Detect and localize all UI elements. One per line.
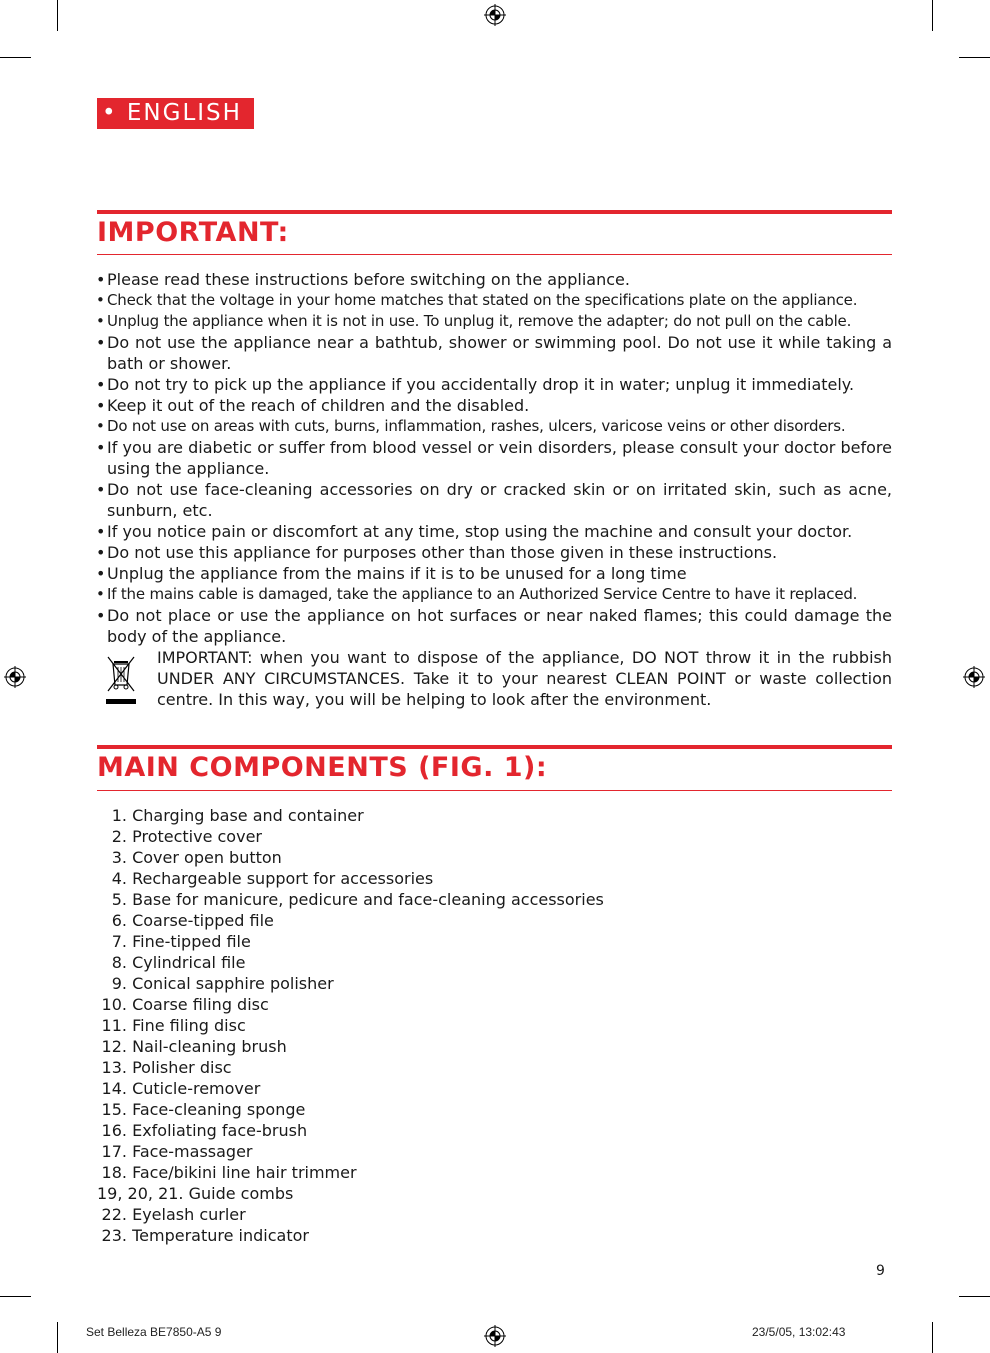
list-item [97, 1015, 604, 1036]
important-list [96, 269, 892, 647]
crop-mark [959, 57, 990, 58]
item-number: 14. [101, 1079, 127, 1098]
registration-mark-icon [4, 666, 26, 688]
item-number: 13. [101, 1058, 127, 1077]
item-number: 9. [111, 974, 127, 993]
list-item: • Check that the voltage in your home matches that stated on the specifications plate on the appliance. [96, 290, 892, 311]
print-slug-timestamp: 23/5/05, 13:02:43 [752, 1325, 846, 1339]
item-label: Temperature indicator [132, 1226, 309, 1245]
list-item [97, 931, 604, 952]
list-item [97, 1036, 604, 1057]
list-item: • If you are diabetic or suffer from blood vessel or vein disorders, please consult your doctor before using the appliance. [96, 437, 892, 479]
item-number: 18. [101, 1163, 127, 1182]
item-number: 19, 20, 21. [97, 1184, 184, 1203]
item-number: 16. [101, 1121, 127, 1140]
item-label: Coarse filing disc [132, 995, 269, 1014]
item-number: 7. [111, 932, 127, 951]
item-number: 3. [111, 848, 127, 867]
list-item: • Keep it out of the reach of children and the disabled. [96, 395, 892, 416]
list-item: • Do not use this appliance for purposes other than those given in these instructions. [96, 542, 892, 563]
list-item [97, 1183, 604, 1204]
list-item [97, 868, 604, 889]
crop-mark [57, 0, 58, 31]
item-number: 22. [101, 1205, 127, 1224]
item-number: 2. [111, 827, 127, 846]
item-number: 8. [111, 953, 127, 972]
list-item [97, 910, 604, 931]
item-label: Charging base and container [132, 806, 364, 825]
list-item: • Do not use face-cleaning accessories on dry or cracked skin or on irritated skin, such as acne, sunburn, etc. [96, 479, 892, 521]
crop-mark [959, 1296, 990, 1297]
crop-mark [0, 57, 31, 58]
section-divider [97, 790, 892, 791]
item-label: Cuticle-remover [132, 1079, 261, 1098]
item-label: Polisher disc [132, 1058, 232, 1077]
list-item [97, 1057, 604, 1078]
item-label: Rechargeable support for accessories [132, 869, 434, 888]
list-item: • If the mains cable is damaged, take the appliance to an Authorized Service Centre to have it replaced. [96, 584, 892, 605]
list-item: • Do not try to pick up the appliance if you accidentally drop it in water; unplug it immediately. [96, 374, 892, 395]
item-number: 17. [101, 1142, 127, 1161]
list-item: • Unplug the appliance from the mains if it is to be unused for a long time [96, 563, 892, 584]
list-item [97, 847, 604, 868]
list-item: • Do not use on areas with cuts, burns, inflammation, rashes, ulcers, varicose veins or other disorders. [96, 416, 892, 437]
list-item [97, 1120, 604, 1141]
list-item: • Unplug the appliance when it is not in use. To unplug it, remove the adapter; do not pull on the cable. [96, 311, 892, 332]
crossed-out-wheelie-bin-icon [106, 655, 136, 705]
item-label: Coarse-tipped file [132, 911, 274, 930]
item-number: 1. [111, 806, 127, 825]
item-label: Nail-cleaning brush [132, 1037, 287, 1056]
item-number: 10. [101, 995, 127, 1014]
item-label: Cover open button [132, 848, 282, 867]
language-tag: • ENGLISH [97, 98, 254, 129]
list-item [97, 889, 604, 910]
list-item: • Please read these instructions before switching on the appliance. [96, 269, 892, 290]
item-label: Base for manicure, pedicure and face-cleaning accessories [132, 890, 604, 909]
item-label: Eyelash curler [132, 1205, 246, 1224]
crop-mark [57, 1322, 58, 1353]
item-number: 11. [101, 1016, 127, 1035]
item-number: 4. [111, 869, 127, 888]
page-number: 9 [876, 1263, 885, 1279]
item-label: Exfoliating face-brush [132, 1121, 308, 1140]
crop-mark [932, 1322, 933, 1353]
crop-mark [0, 1296, 31, 1297]
important-heading: IMPORTANT: [97, 217, 289, 248]
disposal-text: IMPORTANT: when you want to dispose of the appliance, DO NOT throw it in the rubbish UNDER ANY CIRCUMSTANCES. Take it to your nearest CLEAN POINT or waste collection centre. In this way, you will be helping to look after the environment. [157, 648, 892, 709]
section-divider [97, 210, 892, 214]
crop-mark [932, 0, 933, 31]
list-item [97, 994, 604, 1015]
item-number: 23. [101, 1226, 127, 1245]
registration-mark-icon [484, 1325, 506, 1347]
item-number: 15. [101, 1100, 127, 1119]
item-label: Cylindrical file [132, 953, 246, 972]
registration-mark-icon [484, 4, 506, 26]
components-list [97, 805, 604, 1246]
list-item [97, 1141, 604, 1162]
list-item [97, 805, 604, 826]
disposal-notice [97, 647, 892, 710]
item-label: Face/bikini line hair trimmer [132, 1163, 357, 1182]
list-item [97, 952, 604, 973]
components-heading: MAIN COMPONENTS (FIG. 1): [97, 752, 548, 783]
item-label: Fine filing disc [132, 1016, 246, 1035]
print-slug-file: Set Belleza BE7850-A5 9 [86, 1325, 222, 1339]
registration-mark-icon [963, 666, 985, 688]
item-label: Conical sapphire polisher [132, 974, 334, 993]
item-number: 5. [111, 890, 127, 909]
list-item [97, 826, 604, 847]
item-label: Fine-tipped file [132, 932, 251, 951]
section-divider [97, 745, 892, 749]
list-item [97, 1204, 604, 1225]
list-item: • Do not use the appliance near a bathtub, shower or swimming pool. Do not use it while taking a bath or shower. [96, 332, 892, 374]
list-item [97, 1162, 604, 1183]
list-item: • If you notice pain or discomfort at any time, stop using the machine and consult your doctor. [96, 521, 892, 542]
item-label: Guide combs [188, 1184, 294, 1203]
item-number: 6. [111, 911, 127, 930]
section-divider [97, 254, 892, 255]
list-item [97, 1225, 604, 1246]
item-label: Face-cleaning sponge [132, 1100, 306, 1119]
list-item [97, 1078, 604, 1099]
item-label: Protective cover [132, 827, 262, 846]
list-item: • Do not place or use the appliance on hot surfaces or near naked flames; this could damage the body of the appliance. [96, 605, 892, 647]
item-label: Face-massager [132, 1142, 253, 1161]
list-item [97, 973, 604, 994]
list-item [97, 1099, 604, 1120]
item-number: 12. [101, 1037, 127, 1056]
